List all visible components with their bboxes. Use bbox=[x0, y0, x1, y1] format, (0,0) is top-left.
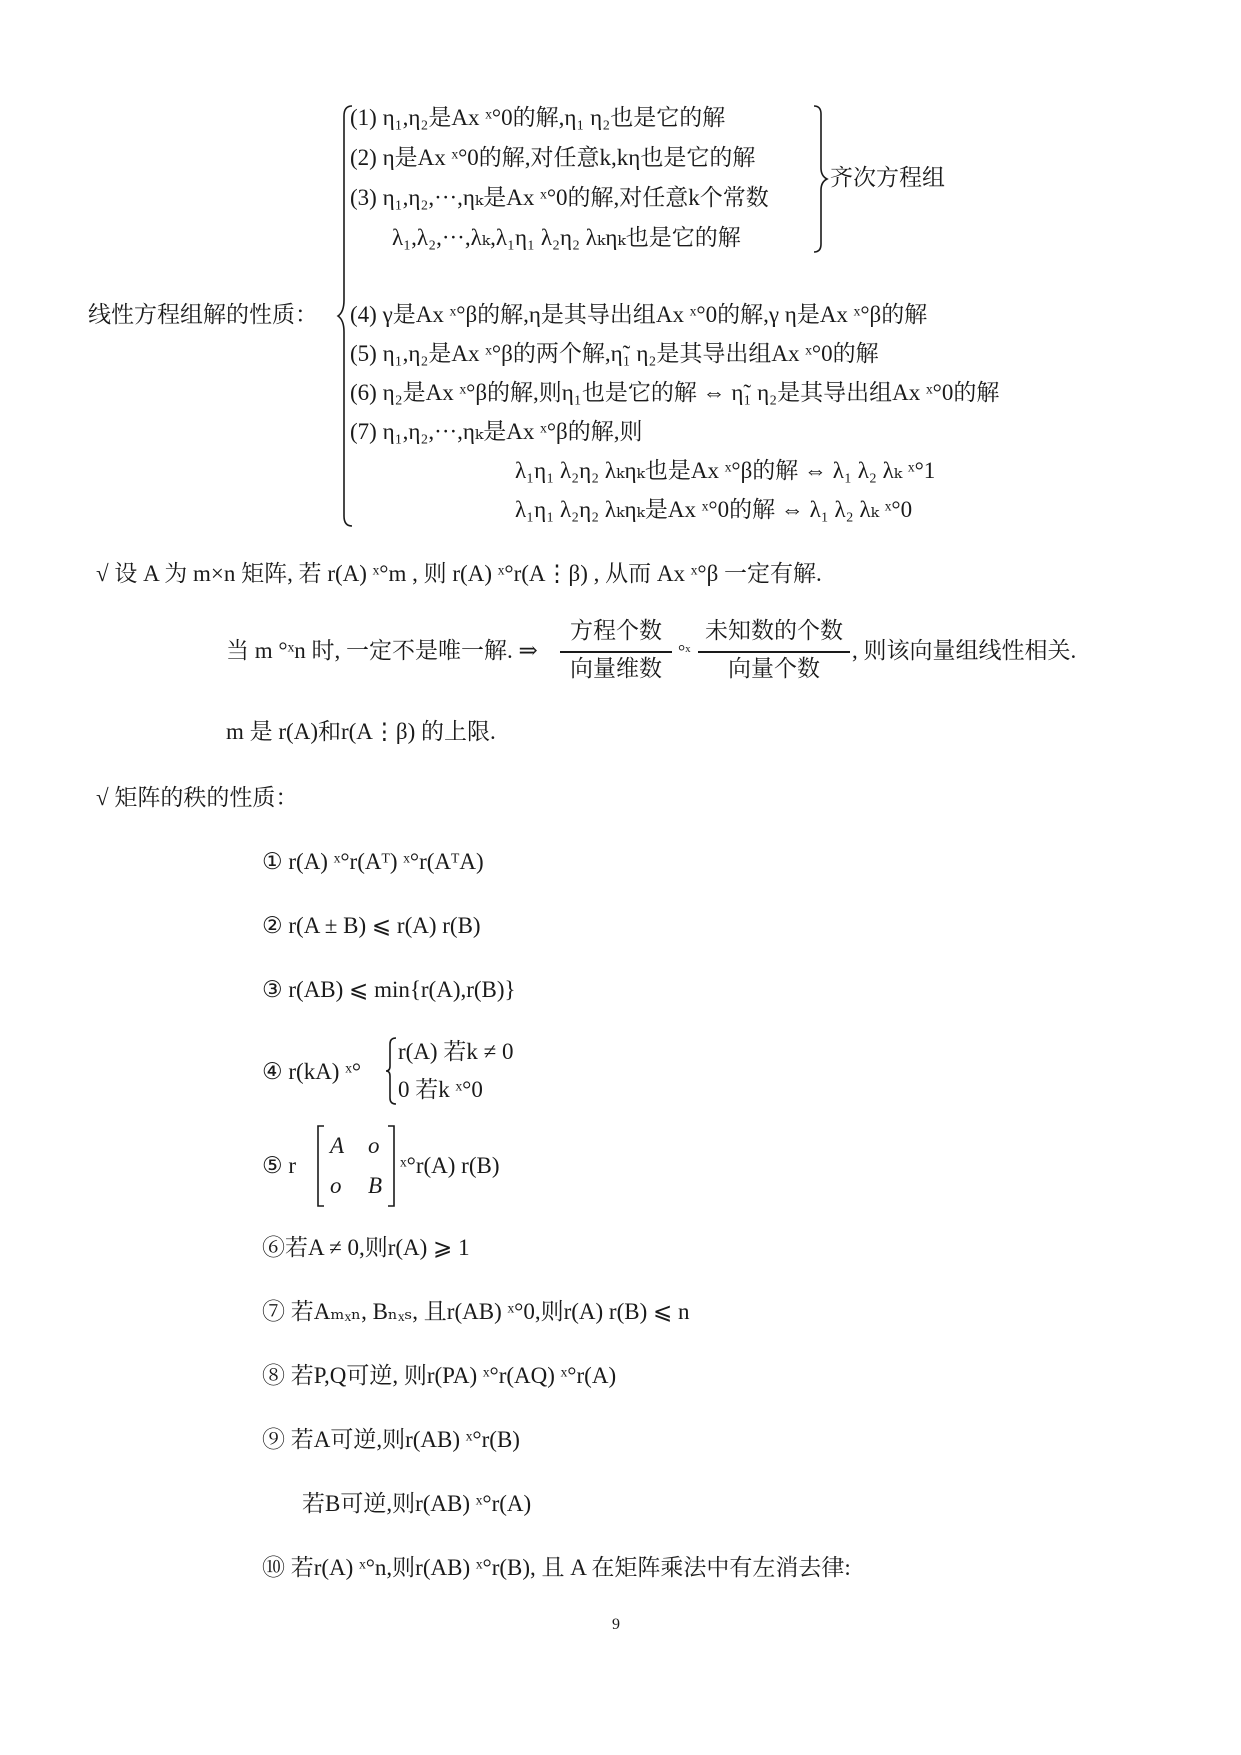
prop-3-cont: λ₁,λ₂,···,λₖ,λ₁η₁ λ₂η₂ λₖηₖ也是它的解 bbox=[392, 225, 741, 250]
rank-prop-2: ② r(A ± B) ⩽ r(A) r(B) bbox=[262, 913, 481, 938]
section-label: 线性方程组解的性质： bbox=[88, 302, 318, 327]
fraction-unknowns-over-vectors bbox=[698, 616, 850, 686]
note-unique-solution: √ 设 A 为 m×n 矩阵, 若 r(A) ˣ°m , 则 r(A) ˣ°r(A⋮β) , 从而 Ax ˣ°β 一定有解. bbox=[96, 561, 822, 586]
matrix-entry-22: B bbox=[368, 1173, 383, 1198]
prop-5: (5) η₁,η₂是Ax ˣ°β的两个解,η̃₁ η₂是其导出组Ax ˣ°0的解 bbox=[350, 341, 879, 366]
matrix-entry-11: A bbox=[330, 1133, 345, 1158]
case-brace bbox=[384, 1036, 398, 1106]
prop-3: (3) η₁,η₂,···,ηₖ是Ax ˣ°0的解,对任意k个常数 bbox=[350, 185, 769, 210]
fraction-relation: °ˣ bbox=[678, 641, 691, 661]
rank-prop-4: ④ r(kA) ˣ° bbox=[262, 1059, 362, 1084]
rank-prop-5: ⑤ r bbox=[262, 1153, 297, 1178]
note-not-unique: 当 m °ˣn 时, 一定不是唯一解. ⇒ bbox=[226, 638, 538, 663]
rank-prop-4-case-2: 0 若k ˣ°0 bbox=[398, 1077, 483, 1102]
rank-prop-5-rhs: ˣ°r(A) r(B) bbox=[400, 1153, 500, 1178]
prop-4: (4) γ是Ax ˣ°β的解,η是其导出组Ax ˣ°0的解,γ η是Ax ˣ°β的解 bbox=[350, 302, 928, 327]
rank-prop-4-case-1: r(A) 若k ≠ 0 bbox=[398, 1039, 514, 1064]
fraction-denominator: 向量个数 bbox=[728, 656, 820, 681]
prop-6: (6) η₂是Ax ˣ°β的解,则η₁也是它的解 ⇔ η̃₁ η₂是其导出组Ax ˣ°0的解 bbox=[350, 380, 1000, 405]
rank-prop-8: ⑧ 若P,Q可逆, 则r(PA) ˣ°r(AQ) ˣ°r(A) bbox=[262, 1363, 617, 1388]
rank-properties-title: √ 矩阵的秩的性质： bbox=[96, 785, 299, 810]
page-number: 9 bbox=[612, 1616, 620, 1633]
right-brace-homogeneous bbox=[812, 104, 830, 254]
fraction-bar bbox=[560, 651, 672, 653]
rank-prop-9-b: 若B可逆,则r(AB) ˣ°r(A) bbox=[302, 1491, 532, 1516]
fraction-equations-over-dimension bbox=[560, 616, 672, 686]
homogeneous-label: 齐次方程组 bbox=[830, 165, 945, 190]
fraction-bar bbox=[698, 651, 850, 653]
fraction-denominator: 向量维数 bbox=[570, 656, 662, 681]
rank-prop-9: ⑨ 若A可逆,则r(AB) ˣ°r(B) bbox=[262, 1427, 520, 1452]
fraction-numerator: 未知数的个数 bbox=[705, 618, 843, 643]
fraction-numerator: 方程个数 bbox=[570, 618, 662, 643]
rank-prop-7: ⑦ 若Aₘₓₙ, Bₙₓₛ, 且r(AB) ˣ°0,则r(A) r(B) ⩽ n bbox=[262, 1299, 690, 1324]
rank-prop-6: ⑥若A ≠ 0,则r(A) ⩾ 1 bbox=[262, 1235, 470, 1260]
prop-7-line3: λ₁η₁ λ₂η₂ λₖηₖ是Ax ˣ°0的解 ⇔ λ₁ λ₂ λₖ ˣ°0 bbox=[515, 497, 913, 522]
rank-prop-10: ⑩ 若r(A) ˣ°n,则r(AB) ˣ°r(B), 且 A 在矩阵乘法中有左消去律: bbox=[262, 1555, 851, 1580]
matrix-entry-12: o bbox=[368, 1133, 380, 1158]
rank-prop-1: ① r(A) ˣ°r(Aᵀ) ˣ°r(AᵀA) bbox=[262, 849, 484, 874]
prop-1: (1) η₁,η₂是Ax ˣ°0的解,η₁ η₂也是它的解 bbox=[350, 105, 726, 130]
note-linear-dependent: , 则该向量组线性相关. bbox=[852, 638, 1077, 663]
note-upper-bound: m 是 r(A)和r(A⋮β) 的上限. bbox=[226, 719, 496, 744]
rank-prop-3: ③ r(AB) ⩽ min{r(A),r(B)} bbox=[262, 977, 516, 1002]
matrix-entry-21: o bbox=[330, 1173, 342, 1198]
block-matrix-brackets bbox=[316, 1124, 396, 1208]
prop-7: (7) η₁,η₂,···,ηₖ是Ax ˣ°β的解,则 bbox=[350, 419, 643, 444]
prop-2: (2) η是Ax ˣ°0的解,对任意k,kη也是它的解 bbox=[350, 145, 756, 170]
prop-7-line2: λ₁η₁ λ₂η₂ λₖηₖ也是Ax ˣ°β的解 ⇔ λ₁ λ₂ λₖ ˣ°1 bbox=[515, 458, 936, 483]
